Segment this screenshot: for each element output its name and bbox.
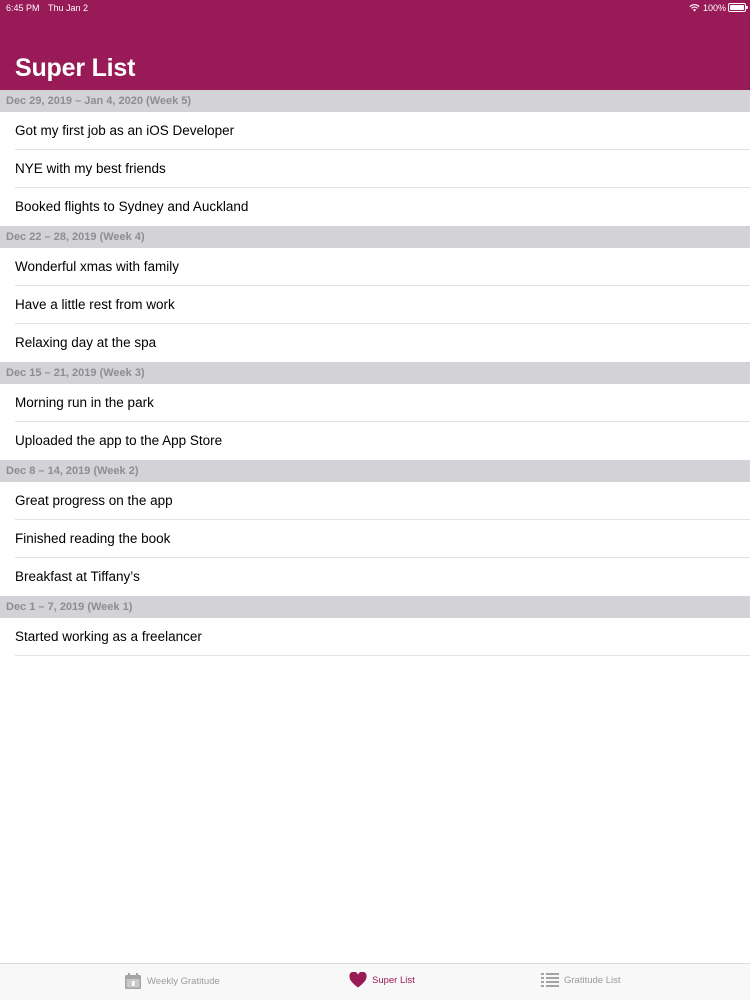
section-group xyxy=(0,90,750,226)
status-bar xyxy=(0,0,750,16)
list-item[interactable]: Have a little rest from work xyxy=(0,286,750,324)
section-header: Dec 15 – 21, 2019 (Week 3) xyxy=(0,362,750,384)
wifi-icon xyxy=(689,4,700,12)
section-group xyxy=(0,362,750,460)
section-header: Dec 22 – 28, 2019 (Week 4) xyxy=(0,226,750,248)
status-time: 6:45 PM xyxy=(6,3,40,13)
list-item[interactable]: Finished reading the book xyxy=(0,520,750,558)
calendar-icon xyxy=(124,972,142,990)
section-group xyxy=(0,596,750,656)
list-item[interactable]: Got my first job as an iOS Developer xyxy=(0,112,750,150)
navigation-header xyxy=(0,0,750,90)
list-item[interactable]: NYE with my best friends xyxy=(0,150,750,188)
tab-weekly-gratitude[interactable] xyxy=(124,972,220,990)
tab-gratitude-list[interactable] xyxy=(541,972,621,988)
section-header: Dec 8 – 14, 2019 (Week 2) xyxy=(0,460,750,482)
page-title: Super List xyxy=(15,54,136,82)
super-list-table xyxy=(0,90,750,656)
tab-bar xyxy=(0,963,750,1000)
section-group xyxy=(0,226,750,362)
heart-icon xyxy=(349,972,367,988)
tab-super-list[interactable] xyxy=(349,972,415,988)
list-icon xyxy=(541,972,559,988)
list-item[interactable]: Morning run in the park xyxy=(0,384,750,422)
status-right xyxy=(689,3,726,13)
section-group xyxy=(0,460,750,596)
section-header: Dec 1 – 7, 2019 (Week 1) xyxy=(0,596,750,618)
list-item[interactable]: Wonderful xmas with family xyxy=(0,248,750,286)
section-header: Dec 29, 2019 – Jan 4, 2020 (Week 5) xyxy=(0,90,750,112)
list-item[interactable]: Booked flights to Sydney and Auckland xyxy=(0,188,750,226)
list-item[interactable]: Relaxing day at the spa xyxy=(0,324,750,362)
tab-list-label: Gratitude List xyxy=(564,974,621,986)
list-item[interactable]: Breakfast at Tiffany’s xyxy=(0,558,750,596)
status-date: Thu Jan 2 xyxy=(48,3,89,13)
battery-percent: 100% xyxy=(702,3,726,13)
list-item[interactable]: Great progress on the app xyxy=(0,482,750,520)
tab-weekly-label: Weekly Gratitude xyxy=(147,975,220,987)
list-item[interactable]: Started working as a freelancer xyxy=(0,618,750,656)
tab-super-label: Super List xyxy=(372,974,415,986)
battery-icon xyxy=(728,3,746,12)
list-item[interactable]: Uploaded the app to the App Store xyxy=(0,422,750,460)
